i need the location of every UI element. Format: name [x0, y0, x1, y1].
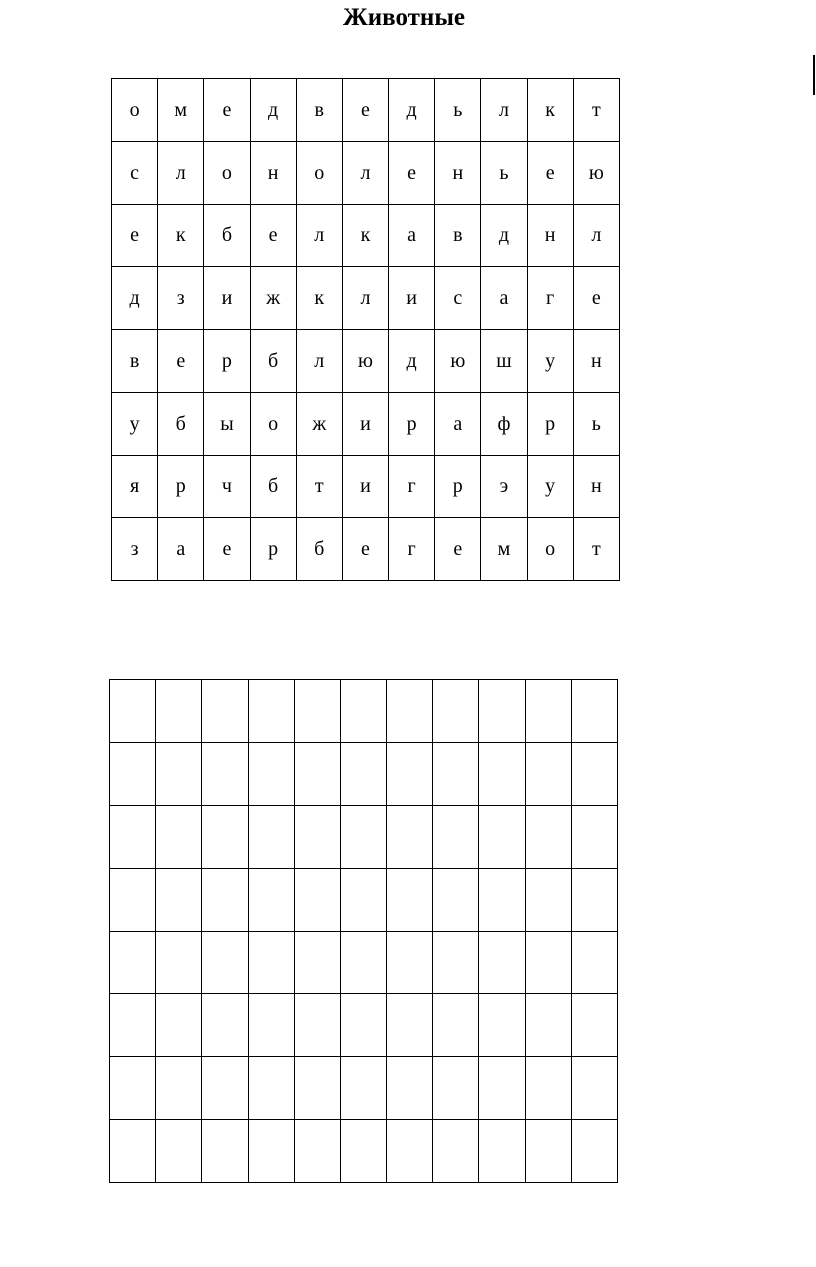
- blank-cell[interactable]: [433, 805, 479, 868]
- blank-cell[interactable]: [156, 931, 202, 994]
- letter-cell: в: [435, 204, 481, 267]
- blank-cell[interactable]: [156, 994, 202, 1057]
- letter-cell: в: [112, 330, 158, 393]
- blank-cell[interactable]: [571, 1057, 617, 1120]
- blank-cell[interactable]: [479, 805, 525, 868]
- letter-cell: а: [158, 518, 204, 581]
- letter-cell: б: [204, 204, 250, 267]
- blank-cell[interactable]: [571, 994, 617, 1057]
- letter-grid-row: [112, 267, 620, 330]
- letter-cell: л: [342, 141, 388, 204]
- blank-cell[interactable]: [340, 994, 386, 1057]
- letter-grid-row: [112, 392, 620, 455]
- blank-cell[interactable]: [156, 742, 202, 805]
- letter-grid-row: [112, 141, 620, 204]
- blank-cell[interactable]: [248, 805, 294, 868]
- letter-cell: з: [112, 518, 158, 581]
- letter-cell: о: [112, 79, 158, 142]
- blank-cell[interactable]: [156, 1120, 202, 1183]
- letter-cell: д: [389, 330, 435, 393]
- letter-grid-row: [112, 204, 620, 267]
- blank-cell[interactable]: [433, 1057, 479, 1120]
- page-edge-mark: [813, 55, 815, 95]
- blank-cell[interactable]: [571, 868, 617, 931]
- blank-grid-row: [110, 742, 618, 805]
- letter-cell: д: [481, 204, 527, 267]
- letter-cell: н: [250, 141, 296, 204]
- letter-cell: а: [389, 204, 435, 267]
- page-title: Животные: [343, 4, 465, 31]
- blank-cell[interactable]: [433, 742, 479, 805]
- blank-cell[interactable]: [202, 868, 248, 931]
- letter-cell: е: [389, 141, 435, 204]
- blank-cell[interactable]: [294, 1057, 340, 1120]
- letter-cell: е: [204, 518, 250, 581]
- letter-cell: и: [342, 455, 388, 518]
- letter-cell: р: [158, 455, 204, 518]
- blank-cell[interactable]: [248, 994, 294, 1057]
- letter-cell: ш: [481, 330, 527, 393]
- letter-grid-row: [112, 518, 620, 581]
- blank-cell[interactable]: [571, 1120, 617, 1183]
- blank-cell[interactable]: [202, 931, 248, 994]
- blank-cell[interactable]: [156, 868, 202, 931]
- letter-cell: з: [158, 267, 204, 330]
- blank-cell[interactable]: [110, 680, 156, 743]
- letter-cell: л: [342, 267, 388, 330]
- letter-cell: р: [389, 392, 435, 455]
- blank-cell[interactable]: [387, 680, 433, 743]
- blank-cell[interactable]: [433, 868, 479, 931]
- blank-cell[interactable]: [340, 805, 386, 868]
- letter-cell: с: [435, 267, 481, 330]
- letter-cell: г: [389, 455, 435, 518]
- blank-cell[interactable]: [248, 868, 294, 931]
- blank-cell[interactable]: [525, 805, 571, 868]
- blank-grid-row: [110, 680, 618, 743]
- letter-cell: р: [204, 330, 250, 393]
- blank-grid-row: [110, 1120, 618, 1183]
- blank-cell[interactable]: [340, 742, 386, 805]
- blank-cell[interactable]: [525, 868, 571, 931]
- blank-cell[interactable]: [340, 680, 386, 743]
- blank-cell[interactable]: [387, 805, 433, 868]
- blank-cell[interactable]: [294, 994, 340, 1057]
- blank-cell[interactable]: [340, 931, 386, 994]
- letter-cell: б: [250, 455, 296, 518]
- letter-cell: э: [481, 455, 527, 518]
- blank-cell[interactable]: [479, 931, 525, 994]
- blank-cell[interactable]: [340, 1057, 386, 1120]
- blank-cell[interactable]: [110, 931, 156, 994]
- blank-cell[interactable]: [571, 805, 617, 868]
- blank-cell[interactable]: [294, 1120, 340, 1183]
- letter-cell: д: [112, 267, 158, 330]
- letter-grid: [111, 78, 620, 581]
- letter-cell: т: [296, 455, 342, 518]
- blank-cell[interactable]: [110, 1057, 156, 1120]
- blank-cell[interactable]: [248, 1057, 294, 1120]
- letter-cell: е: [573, 267, 619, 330]
- letter-cell: б: [296, 518, 342, 581]
- blank-cell[interactable]: [248, 931, 294, 994]
- blank-cell[interactable]: [571, 931, 617, 994]
- blank-cell[interactable]: [433, 680, 479, 743]
- letter-cell: е: [342, 518, 388, 581]
- blank-cell[interactable]: [340, 1120, 386, 1183]
- letter-cell: у: [527, 455, 573, 518]
- letter-grid-row: [112, 330, 620, 393]
- letter-cell: у: [527, 330, 573, 393]
- letter-cell: л: [158, 141, 204, 204]
- blank-cell[interactable]: [525, 1120, 571, 1183]
- letter-cell: н: [435, 141, 481, 204]
- blank-cell[interactable]: [248, 680, 294, 743]
- letter-cell: ч: [204, 455, 250, 518]
- blank-cell[interactable]: [294, 742, 340, 805]
- letter-cell: м: [481, 518, 527, 581]
- blank-cell[interactable]: [294, 931, 340, 994]
- blank-cell[interactable]: [525, 742, 571, 805]
- blank-cell[interactable]: [202, 680, 248, 743]
- letter-cell: к: [342, 204, 388, 267]
- blank-cell[interactable]: [387, 1057, 433, 1120]
- letter-cell: я: [112, 455, 158, 518]
- letter-cell: д: [389, 79, 435, 142]
- blank-cell[interactable]: [387, 994, 433, 1057]
- letter-cell: е: [527, 141, 573, 204]
- letter-cell: г: [389, 518, 435, 581]
- letter-cell: о: [204, 141, 250, 204]
- letter-cell: е: [342, 79, 388, 142]
- letter-cell: е: [112, 204, 158, 267]
- blank-cell[interactable]: [479, 1120, 525, 1183]
- letter-cell: к: [527, 79, 573, 142]
- letter-cell: л: [573, 204, 619, 267]
- letter-cell: л: [296, 330, 342, 393]
- blank-cell[interactable]: [525, 1057, 571, 1120]
- blank-cell[interactable]: [525, 931, 571, 994]
- letter-cell: а: [481, 267, 527, 330]
- blank-cell[interactable]: [156, 805, 202, 868]
- letter-cell: к: [158, 204, 204, 267]
- letter-grid-body: [112, 79, 620, 581]
- blank-cell[interactable]: [340, 868, 386, 931]
- letter-cell: е: [204, 79, 250, 142]
- blank-cell[interactable]: [433, 1120, 479, 1183]
- letter-cell: о: [250, 392, 296, 455]
- letter-cell: к: [296, 267, 342, 330]
- blank-cell[interactable]: [156, 680, 202, 743]
- blank-cell[interactable]: [571, 742, 617, 805]
- blank-cell[interactable]: [479, 680, 525, 743]
- letter-cell: ю: [573, 141, 619, 204]
- blank-grid-row: [110, 1057, 618, 1120]
- letter-cell: и: [204, 267, 250, 330]
- letter-cell: о: [296, 141, 342, 204]
- blank-cell[interactable]: [294, 868, 340, 931]
- blank-cell[interactable]: [525, 680, 571, 743]
- blank-cell[interactable]: [202, 1120, 248, 1183]
- letter-cell: ь: [435, 79, 481, 142]
- letter-cell: р: [527, 392, 573, 455]
- letter-cell: е: [158, 330, 204, 393]
- letter-cell: л: [296, 204, 342, 267]
- blank-grid-body: [110, 680, 618, 1183]
- blank-cell[interactable]: [110, 742, 156, 805]
- blank-cell[interactable]: [110, 1120, 156, 1183]
- blank-cell[interactable]: [110, 868, 156, 931]
- blank-grid-row: [110, 868, 618, 931]
- blank-cell[interactable]: [110, 994, 156, 1057]
- letter-cell: ю: [435, 330, 481, 393]
- letter-cell: ы: [204, 392, 250, 455]
- letter-cell: е: [435, 518, 481, 581]
- blank-grid-row: [110, 931, 618, 994]
- letter-cell: и: [389, 267, 435, 330]
- blank-cell[interactable]: [387, 1120, 433, 1183]
- letter-cell: т: [573, 79, 619, 142]
- blank-grid-row: [110, 994, 618, 1057]
- letter-cell: р: [250, 518, 296, 581]
- blank-cell[interactable]: [387, 742, 433, 805]
- blank-cell[interactable]: [525, 994, 571, 1057]
- blank-cell[interactable]: [156, 1057, 202, 1120]
- blank-cell[interactable]: [248, 1120, 294, 1183]
- blank-cell[interactable]: [479, 994, 525, 1057]
- blank-cell[interactable]: [294, 680, 340, 743]
- letter-cell: а: [435, 392, 481, 455]
- letter-cell: б: [158, 392, 204, 455]
- blank-cell[interactable]: [387, 931, 433, 994]
- letter-cell: г: [527, 267, 573, 330]
- blank-cell[interactable]: [294, 805, 340, 868]
- letter-cell: с: [112, 141, 158, 204]
- letter-cell: в: [296, 79, 342, 142]
- letter-cell: р: [435, 455, 481, 518]
- letter-cell: м: [158, 79, 204, 142]
- letter-cell: б: [250, 330, 296, 393]
- blank-answer-grid: [109, 679, 618, 1183]
- letter-cell: ю: [342, 330, 388, 393]
- letter-cell: т: [573, 518, 619, 581]
- letter-cell: у: [112, 392, 158, 455]
- letter-grid-row: [112, 79, 620, 142]
- letter-cell: ь: [481, 141, 527, 204]
- letter-cell: е: [250, 204, 296, 267]
- blank-cell[interactable]: [479, 868, 525, 931]
- blank-cell[interactable]: [479, 1057, 525, 1120]
- blank-cell[interactable]: [248, 742, 294, 805]
- blank-cell[interactable]: [433, 931, 479, 994]
- letter-cell: н: [527, 204, 573, 267]
- blank-cell[interactable]: [202, 1057, 248, 1120]
- letter-cell: д: [250, 79, 296, 142]
- letter-cell: л: [481, 79, 527, 142]
- blank-cell[interactable]: [110, 805, 156, 868]
- blank-cell[interactable]: [479, 742, 525, 805]
- blank-cell[interactable]: [202, 742, 248, 805]
- blank-cell[interactable]: [571, 680, 617, 743]
- blank-cell[interactable]: [387, 868, 433, 931]
- blank-cell[interactable]: [433, 994, 479, 1057]
- letter-cell: ж: [250, 267, 296, 330]
- blank-cell[interactable]: [202, 805, 248, 868]
- letter-cell: о: [527, 518, 573, 581]
- letter-cell: ф: [481, 392, 527, 455]
- letter-cell: н: [573, 455, 619, 518]
- letter-cell: ь: [573, 392, 619, 455]
- letter-cell: и: [342, 392, 388, 455]
- letter-cell: н: [573, 330, 619, 393]
- blank-grid-row: [110, 805, 618, 868]
- blank-cell[interactable]: [202, 994, 248, 1057]
- letter-cell: ж: [296, 392, 342, 455]
- letter-grid-row: [112, 455, 620, 518]
